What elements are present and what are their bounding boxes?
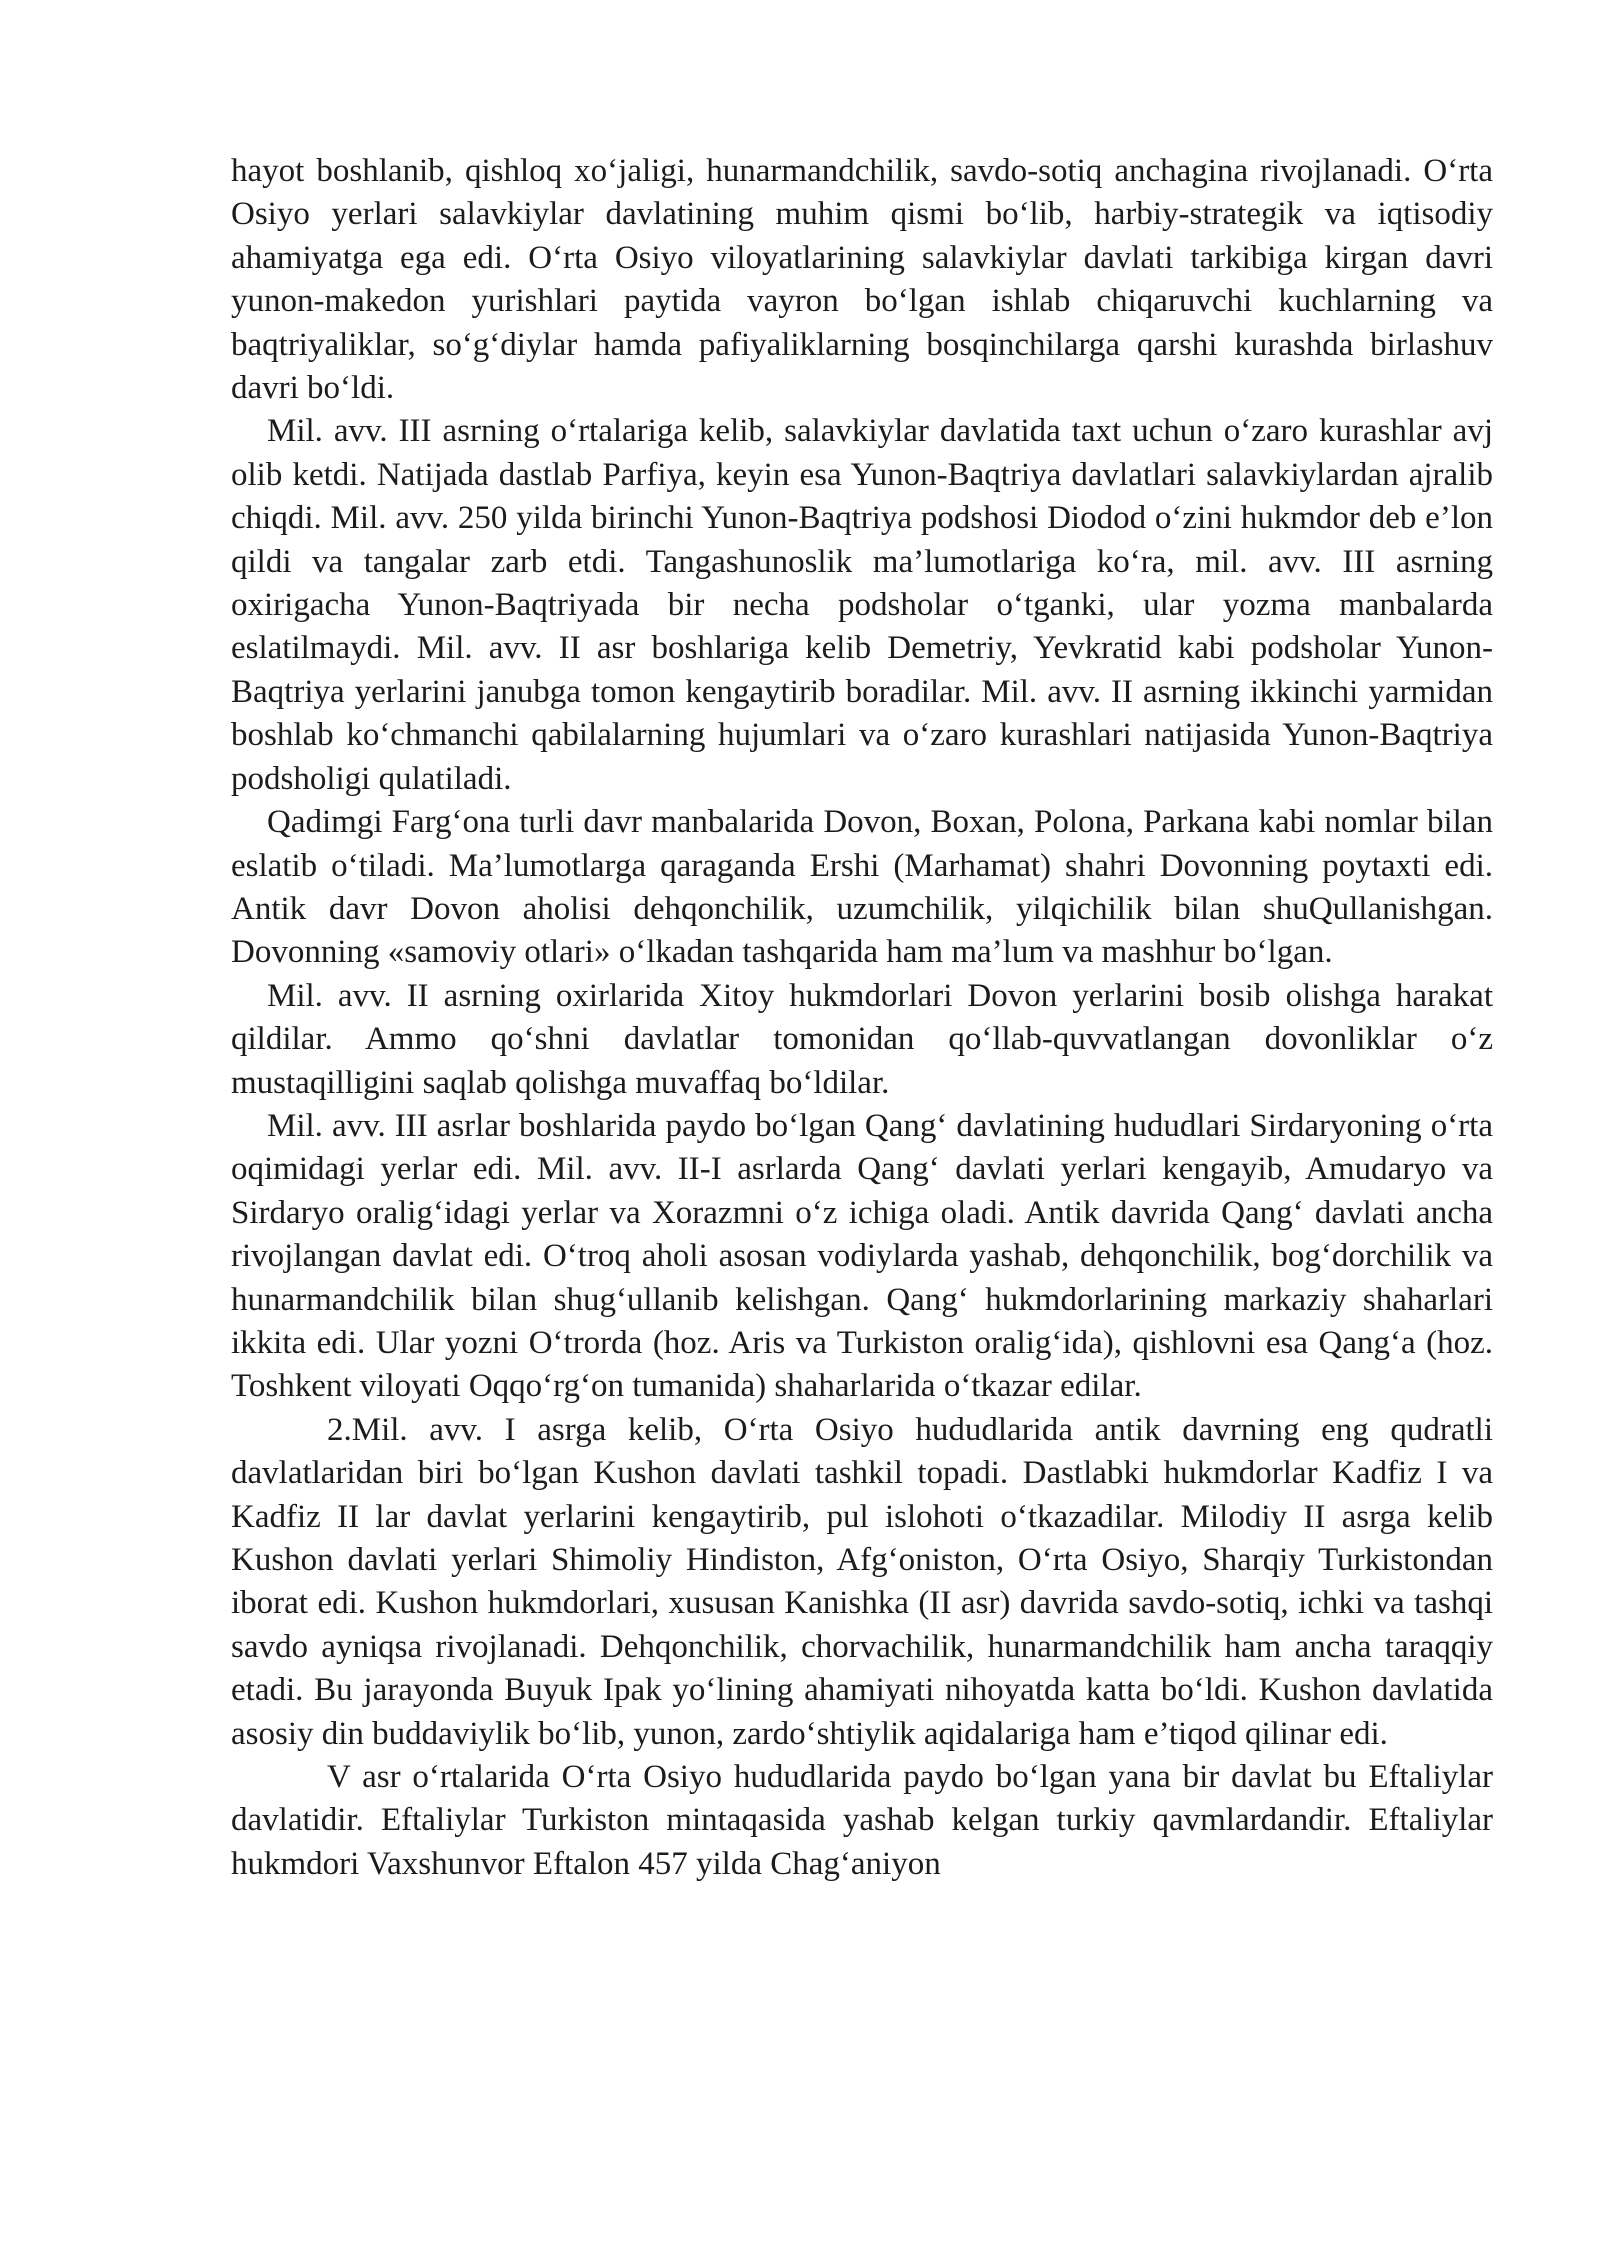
paragraph-continued: hayot boshlanib, qishloq xo‘jaligi, hunarmandchilik, savdo-sotiq anchagina rivojlanadi. O‘rta Osiyo yerlari salavkiylar davlatining muhim qismi bo‘lib, harbiy-strategik va iqtisodiy ahamiyatga ega edi. O‘rta Osiyo viloyatlarining salavkiylar davlati tarkibiga kirgan davri yunon-makedon yurishlari paytida vayron bo‘lgan ishlab chiqaruvchi kuchlarning va baqtriyaliklar, so‘g‘diylar hamda pafiyaliklarning bosqinchilarga qarshi kurashda birlashuv davri bo‘ldi. (231, 153, 1493, 407)
document-page (231, 150, 1493, 1886)
paragraph-qang: Mil. avv. III asrlar boshlarida paydo bo‘lgan Qang‘ davlatining hududlari Sirdaryoning o‘rta oqimidagi yerlar edi. Mil. avv. II-I asrlarda Qang‘ davlati yerlari kengayib, Amudaryo va Sirdaryo oralig‘idagi yerlar va Xorazmni o‘z ichiga oladi. Antik davrida Qang‘ davlati ancha rivojlangan davlat edi. O‘troq aholi asosan vodiylarda yashab, dehqonchilik, bog‘dorchilik va hunarmandchilik bilan shug‘ullanib kelishgan. Qang‘ hukmdorlarining markaziy shaharlari ikkita edi. Ular yozni O‘trorda (hoz. Aris va Turkiston oralig‘ida), qishlovni esa Qang‘a (hoz. Toshkent viloyati Oqqo‘rg‘on tumanida) shaharlarida o‘tkazar edilar. (231, 1107, 1493, 1405)
paragraph-fargona: Qadimgi Farg‘ona turli davr manbalarida Dovon, Boxan, Polona, Parkana kabi nomlar bilan eslatib o‘tiladi. Ma’lumotlarga qaraganda Ershi (Marhamat) shahri Dovonning poytaxti edi. Antik davr Dovon aholisi dehqonchilik, uzumchilik, yilqichilik bilan shuQullanishgan. Dovonning «samoviy otlari» o‘lkadan tashqarida ham ma’lum va mashhur bo‘lgan. (231, 804, 1493, 971)
paragraph-yunon-baqtriya: Mil. avv. III asrning o‘rtalariga kelib, salavkiylar davlatida taxt uchun o‘zaro kurashlar avj olib ketdi. Natijada dastlab Parfiya, keyin esa Yunon-Baqtriya davlatlari salavkiylardan ajralib chiqdi. Mil. avv. 250 yilda birinchi Yunon-Baqtriya podshosi Diodod o‘zini hukmdor deb e’lon qildi va tangalar zarb etdi. Tangashunoslik ma’lumotlariga ko‘ra, mil. avv. III asrning oxirigacha Yunon-Baqtriyada bir necha podsholar o‘tganki, ular yozma manbalarda eslatilmaydi. Mil. avv. II asr boshlariga kelib Demetriy, Yevkratid kabi podsholar Yunon-Baqtriya yerlarini janubga tomon kengaytirib boradilar. Mil. avv. II asrning ikkinchi yarmidan boshlab ko‘chmanchi qabilalarning hujumlari va o‘zaro kurashlari natijasida Yunon-Baqtriya podsholigi qulatiladi. (231, 413, 1493, 797)
paragraph-kushon: 2.Mil. avv. I asrga kelib, O‘rta Osiyo hududlarida antik davrning eng qudratli davlatlaridan biri bo‘lgan Kushon davlati tashkil topadi. Dastlabki hukmdorlar Kadfiz I va Kadfiz II lar davlat yerlarini kengaytirib, pul islohoti o‘tkazadilar. Milodiy II asrga kelib Kushon davlati yerlari Shimoliy Hindiston, Afg‘oniston, O‘rta Osiyo, Sharqiy Turkistondan iborat edi. Kushon hukmdorlari, xususan Kanishka (II asr) davrida savdo-sotiq, ichki va tashqi savdo ayniqsa rivojlanadi. Dehqonchilik, chorvachilik, hunarmandchilik ham ancha taraqqiy etadi. Bu jarayonda Buyuk Ipak yo‘lining ahamiyati nihoyatda katta bo‘ldi. Kushon davlatida asosiy din buddaviylik bo‘lib, yunon, zardo‘shtiylik aqidalariga ham e’tiqod qilinar edi. (231, 1411, 1493, 1752)
paragraph-dovon: Mil. avv. II asrning oxirlarida Xitoy hukmdorlari Dovon yerlarini bosib olishga harakat qildilar. Ammo qo‘shni davlatlar tomonidan qo‘llab-quvvatlangan dovonliklar o‘z mustaqilligini saqlab qolishga muvaffaq bo‘ldilar. (231, 977, 1493, 1101)
paragraph-eftaliylar: V asr o‘rtalarida O‘rta Osiyo hududlarida paydo bo‘lgan yana bir davlat bu Eftaliylar davlatidir. Eftaliylar Turkiston mintaqasida yashab kelgan turkiy qavmlardandir. Eftaliylar hukmdori Vaxshunvor Eftalon 457 yilda Chag‘aniyon (231, 1759, 1493, 1882)
